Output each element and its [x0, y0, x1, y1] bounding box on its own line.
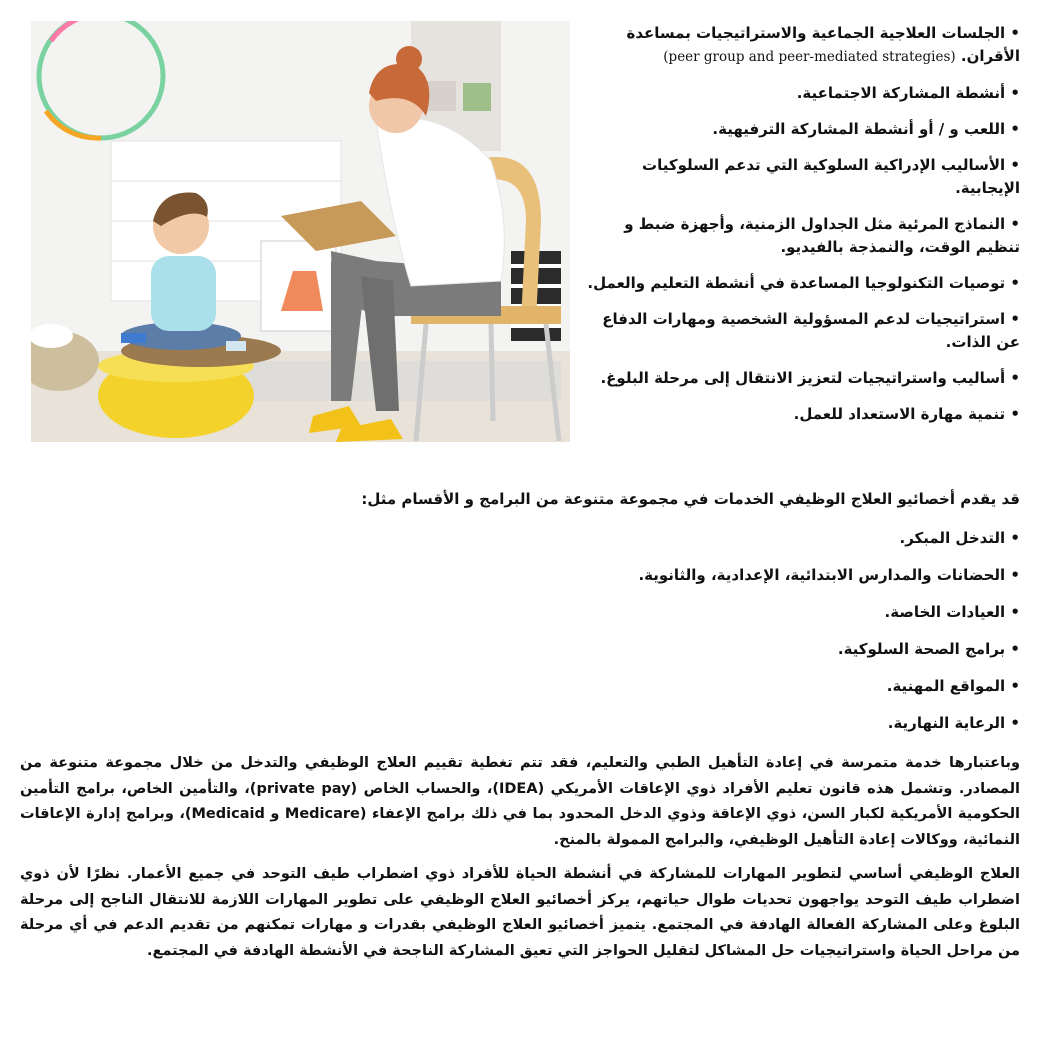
- list-item-text: • الجلسات العلاجية الجماعية والاستراتيجيات بمساعدة الأقران.: [626, 24, 1020, 65]
- list-item: • المواقع المهنية.: [886, 677, 1020, 695]
- funding-paragraph: وباعتبارها خدمة متمرسة في إعادة التأهيل الطبي والتعليم، فقد تتم تغطية تقييم العلاج الوظيفي والتدخل من خلال مجموعة متنوعة من المصادر. وتشمل هذه قانون تعليم الأفراد ذوي الإعاقات الأمريكي (IDEA)، والحساب الخاص (private pay)، والتأمين الخاص، برامج التأمين الحكومية الأمريكية لكبار السن، ذوي الإعاقة وذوي الدخل المحدود بما في ذلك برامج الإعفاء (Medicare و Medicaid)، وبرامج إدارة الإعاقات النمائية، ووكالات إعادة التأهيل الوظيفي، والبرامج الممولة بالمنح.: [20, 755, 1021, 848]
- settings-intro-text: قد يقدم أخصائيو العلاج الوظيفي الخدمات في مجموعة متنوعة من البرامج و الأقسام مثل:: [361, 490, 1020, 508]
- list-item: • الرعاية النهارية.: [887, 714, 1020, 732]
- list-item: • أنشطة المشاركة الاجتماعية.: [796, 84, 1020, 102]
- list-item: • العيادات الخاصة.: [884, 603, 1020, 621]
- therapy-strategies-list: [585, 22, 1020, 439]
- list-item: • أساليب واستراتيجيات لتعزيز الانتقال إلى مرحلة البلوغ.: [600, 369, 1020, 387]
- list-item: • استراتيجيات لدعم المسؤولية الشخصية ومهارات الدفاع عن الذات.: [602, 310, 1020, 351]
- summary-paragraph: العلاج الوظيفي أساسي لتطوير المهارات للمشاركة في أنشطة الحياة للأفراد ذوي اضطراب طيف التوحد في جميع الأعمار. نظرًا لأن ذوي اضطراب طيف التوحد يواجهون تحديات طوال حياتهم، يركز أخصائيو العلاج الوظيفي على تطوير المهارات اللازمة للانتقال الناجح إلى مرحلة البلوغ وعلى المشاركة الفعالة الهادفة في المجتمع. يتميز أخصائيو العلاج الوظيفي بقدرات و مهارات تمكنهم من تقديم الدعم في أي مرحلة من مراحل الحياة واستراتيجيات حل المشاكل لتقليل الحواجز التي تعيق المشاركة الناجحة في الأنشطة الهادفة في المجتمع.: [20, 866, 1020, 959]
- service-settings-list: [280, 527, 1020, 749]
- list-item: • التدخل المبكر.: [899, 529, 1020, 547]
- list-item: • توصيات التكنولوجيا المساعدة في أنشطة التعليم والعمل.: [587, 274, 1020, 292]
- list-item-english-term: (peer group and peer-mediated strategies): [663, 49, 956, 65]
- list-item: • النماذج المرئية مثل الجداول الزمنية، وأجهزة ضبط و تنظيم الوقت، والنمذجة بالفيديو.: [624, 215, 1020, 256]
- list-item: • اللعب و / أو أنشطة المشاركة الترفيهية.: [712, 120, 1020, 138]
- list-item: • الحضانات والمدارس الابتدائية، الإعدادية، والثانوية.: [638, 566, 1020, 584]
- list-item: • تنمية مهارة الاستعداد للعمل.: [793, 405, 1020, 423]
- list-item: [585, 22, 1020, 69]
- photo-illustration: [31, 21, 570, 442]
- list-item: • الأساليب الإدراكية السلوكية التي تدعم السلوكيات الإيجابية.: [642, 156, 1020, 197]
- list-item: • برامج الصحة السلوكية.: [837, 640, 1020, 658]
- therapy-session-photo: [31, 21, 570, 442]
